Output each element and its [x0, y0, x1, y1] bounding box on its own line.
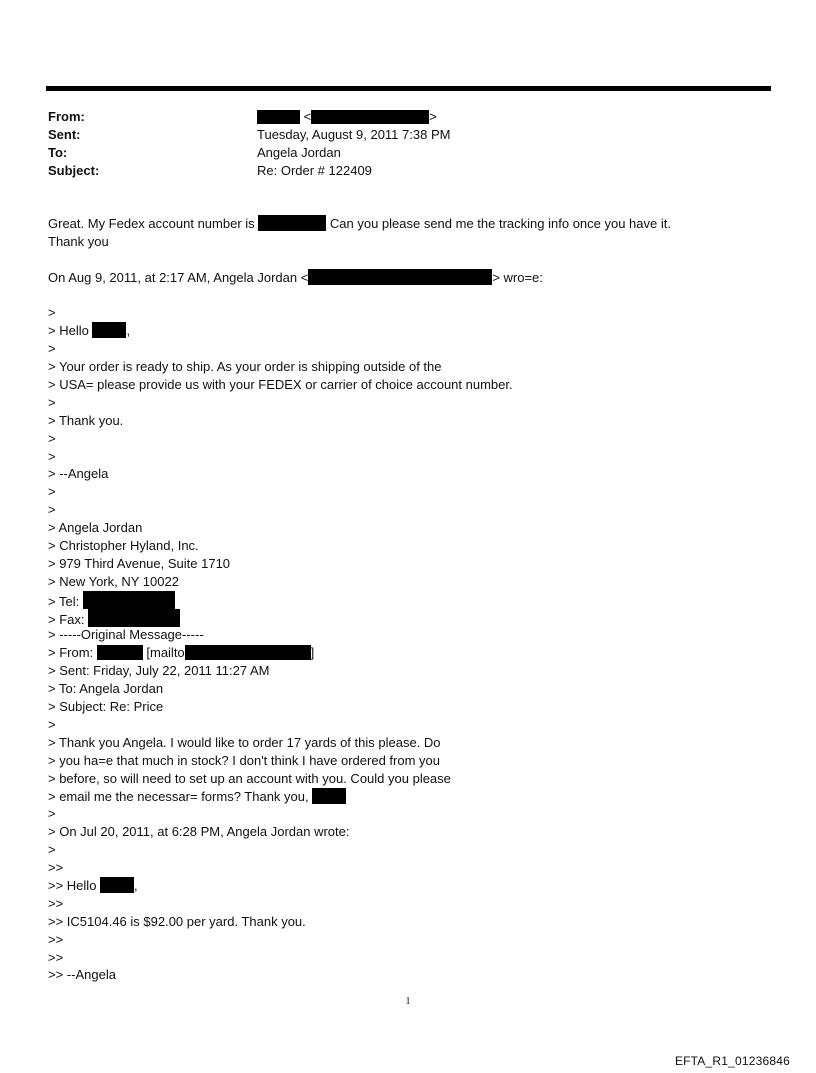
from-label: From:	[48, 109, 85, 124]
redaction-box	[257, 110, 300, 124]
redaction-box	[92, 322, 126, 338]
body-line: On Aug 9, 2011, at 2:17 AM, Angela Jordan < > wro=e:	[48, 269, 543, 285]
header-rule	[46, 86, 771, 91]
email-body	[48, 215, 671, 984]
blank-line	[48, 287, 671, 305]
quote-line: >>	[48, 931, 64, 947]
quote-line: >>	[48, 895, 64, 911]
page-number: 1	[405, 996, 411, 1007]
sent-value: Tuesday, August 9, 2011 7:38 PM	[257, 127, 451, 142]
quote-line: > Sent: Friday, July 22, 2011 11:27 AM	[48, 663, 270, 679]
quote-line: >>	[48, 949, 64, 965]
quote-line: > Tel:	[48, 591, 671, 609]
quote-line: > On Jul 20, 2011, at 6:28 PM, Angela Jordan wrote:	[48, 824, 350, 840]
quote-line: >> IC5104.46 is $92.00 per yard. Thank you.	[48, 913, 306, 929]
quote-line: > Thank you.	[48, 412, 124, 428]
quote-line: > Fax:	[48, 609, 671, 627]
blank-line	[48, 251, 671, 269]
quote-line: > email me the necessar= forms? Thank you,	[48, 788, 671, 806]
quote-line: >	[48, 716, 56, 732]
quote-line: >	[48, 484, 56, 500]
redaction-box	[100, 877, 134, 893]
from-value: < >	[257, 108, 437, 126]
to-label: To:	[48, 145, 68, 160]
quote-line: > Christopher Hyland, Inc.	[48, 538, 199, 554]
quote-line: > Thank you Angela. I would like to order 17 yards of this please. Do	[48, 734, 441, 750]
quote-line: >> --Angela	[48, 967, 116, 983]
sent-label: Sent:	[48, 127, 81, 142]
redaction-box	[97, 645, 143, 660]
quote-line: >	[48, 806, 56, 822]
quote-line: > Your order is ready to ship. As your order is shipping outside of the	[48, 359, 442, 375]
quote-line: > Hello ,	[48, 323, 131, 339]
quote-line: > To: Angela Jordan	[48, 681, 164, 697]
quote-line: > From: [mailto ]	[48, 645, 315, 661]
redaction-box	[185, 645, 311, 660]
to-value: Angela Jordan	[257, 145, 341, 160]
quote-line: > New York, NY 10022	[48, 573, 179, 589]
quote-line: >>	[48, 860, 64, 876]
subject-label: Subject:	[48, 163, 100, 178]
quote-line: >	[48, 394, 56, 410]
redaction-box	[308, 269, 492, 285]
quote-line: > -----Original Message-----	[48, 627, 204, 643]
quote-line: > Angela Jordan	[48, 520, 143, 536]
quote-line: >	[48, 430, 56, 446]
redaction-box	[312, 788, 346, 804]
quote-line: >	[48, 305, 56, 321]
bates-number: EFTA_R1_01236846	[674, 1054, 790, 1068]
subject-value: Re: Order # 122409	[257, 163, 372, 178]
quote-line: > before, so will need to set up an account with you. Could you please	[48, 770, 451, 786]
quote-line: >	[48, 448, 56, 464]
redaction-box	[311, 110, 429, 124]
quote-line: > 979 Third Avenue, Suite 1710	[48, 555, 231, 571]
body-line: Thank you	[48, 233, 109, 249]
quote-line: > Subject: Re: Price	[48, 699, 164, 715]
quote-line: > you ha=e that much in stock? I don't think I have ordered from you	[48, 752, 440, 768]
redaction-box	[83, 591, 175, 609]
quote-line: >> Hello ,	[48, 877, 138, 893]
quote-line: >	[48, 341, 56, 357]
quote-line: >	[48, 502, 56, 518]
quote-line: > --Angela	[48, 466, 109, 482]
quote-line: >	[48, 842, 56, 858]
redaction-box	[88, 609, 180, 627]
quote-line: > USA= please provide us with your FEDEX or carrier of choice account number.	[48, 377, 513, 393]
body-line: Great. My Fedex account number is Can you please send me the tracking info once you have it.	[48, 216, 671, 231]
redaction-box	[258, 215, 326, 231]
